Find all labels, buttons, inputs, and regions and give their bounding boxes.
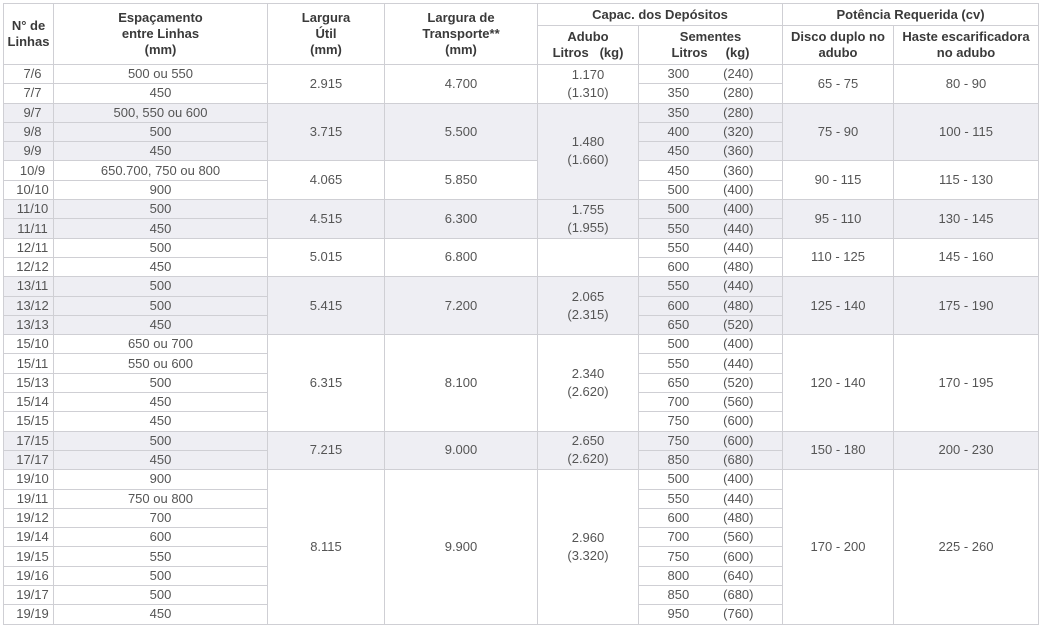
cell-haste: 80 - 90 bbox=[894, 65, 1039, 104]
sementes-kg: (600) bbox=[723, 548, 754, 564]
header-disco bbox=[783, 26, 894, 65]
header-adubo-units bbox=[538, 45, 638, 61]
sementes-pair bbox=[668, 123, 754, 141]
sementes-kg: (280) bbox=[723, 85, 754, 101]
sementes-kg: (360) bbox=[723, 162, 754, 178]
cell-largura-util: 4.515 bbox=[268, 200, 385, 239]
sementes-kg: (480) bbox=[723, 297, 754, 313]
cell-linhas: 9/7 bbox=[4, 103, 54, 122]
cell-sementes bbox=[639, 122, 783, 141]
cell-linhas: 15/11 bbox=[4, 354, 54, 373]
sementes-pair bbox=[668, 528, 754, 546]
sementes-kg: (400) bbox=[723, 471, 754, 487]
header-adubo bbox=[538, 26, 639, 65]
cell-sementes bbox=[639, 547, 783, 566]
sementes-pair bbox=[668, 220, 754, 238]
cell-linhas: 11/10 bbox=[4, 200, 54, 219]
sementes-pair bbox=[668, 65, 754, 83]
sementes-pair bbox=[668, 567, 754, 585]
cell-largura-util: 7.215 bbox=[268, 431, 385, 470]
header-largura-util-line2: Útil bbox=[315, 26, 337, 41]
sementes-pair bbox=[668, 432, 754, 450]
table-row bbox=[4, 238, 1039, 257]
sementes-pair bbox=[668, 605, 754, 623]
cell-linhas: 19/12 bbox=[4, 508, 54, 527]
adubo-kg: (2.315) bbox=[567, 306, 609, 322]
sementes-kg: (400) bbox=[723, 181, 754, 197]
sementes-kg: (440) bbox=[723, 239, 754, 255]
header-sementes-units bbox=[639, 45, 782, 61]
cell-haste: 225 - 260 bbox=[894, 470, 1039, 624]
sementes-kg: (600) bbox=[723, 432, 754, 448]
sementes-kg: (560) bbox=[723, 394, 754, 410]
sementes-pair bbox=[668, 374, 754, 392]
adubo-litros: 2.960 bbox=[571, 529, 605, 545]
cell-largura-util: 8.115 bbox=[268, 470, 385, 624]
adubo-litros: 2.065 bbox=[571, 288, 605, 304]
cell-espacamento: 500 bbox=[54, 373, 268, 392]
cell-linhas: 17/15 bbox=[4, 431, 54, 450]
sementes-pair bbox=[668, 239, 754, 257]
cell-disco: 95 - 110 bbox=[783, 200, 894, 239]
sementes-litros: 400 bbox=[667, 124, 690, 140]
cell-largura-transporte: 5.850 bbox=[385, 161, 538, 200]
sementes-litros: 750 bbox=[667, 432, 690, 448]
cell-linhas: 13/11 bbox=[4, 277, 54, 296]
cell-linhas: 15/15 bbox=[4, 412, 54, 431]
cell-largura-transporte: 4.700 bbox=[385, 65, 538, 104]
header-disco-line1: Disco duplo no bbox=[791, 29, 885, 44]
header-linhas bbox=[4, 4, 54, 65]
cell-espacamento: 450 bbox=[54, 142, 268, 161]
sementes-pair bbox=[668, 277, 754, 295]
cell-linhas: 12/11 bbox=[4, 238, 54, 257]
sementes-litros: 800 bbox=[667, 567, 690, 583]
header-adubo-unit-litros: Litros bbox=[552, 45, 589, 60]
sementes-kg: (480) bbox=[723, 259, 754, 275]
sementes-kg: (680) bbox=[723, 587, 754, 603]
cell-adubo bbox=[538, 335, 639, 431]
cell-espacamento: 450 bbox=[54, 605, 268, 624]
sementes-pair bbox=[668, 548, 754, 566]
sementes-kg: (520) bbox=[723, 374, 754, 390]
cell-adubo bbox=[538, 470, 639, 624]
cell-adubo bbox=[538, 200, 639, 239]
cell-espacamento: 650 ou 700 bbox=[54, 335, 268, 354]
adubo-kg: (2.620) bbox=[567, 383, 609, 399]
cell-espacamento: 500 bbox=[54, 586, 268, 605]
cell-sementes bbox=[639, 566, 783, 585]
cell-espacamento: 500 bbox=[54, 238, 268, 257]
sementes-litros: 500 bbox=[667, 201, 690, 217]
sementes-kg: (440) bbox=[723, 490, 754, 506]
cell-sementes bbox=[639, 412, 783, 431]
cell-largura-util: 5.015 bbox=[268, 238, 385, 277]
header-capac-depositos: Capac. dos Depósitos bbox=[538, 4, 783, 26]
cell-espacamento: 450 bbox=[54, 450, 268, 469]
table-row bbox=[4, 65, 1039, 84]
sementes-litros: 450 bbox=[667, 162, 690, 178]
cell-linhas: 19/16 bbox=[4, 566, 54, 585]
cell-linhas: 7/7 bbox=[4, 84, 54, 103]
cell-linhas: 15/14 bbox=[4, 393, 54, 412]
cell-sementes bbox=[639, 65, 783, 84]
adubo-litros: 1.170 bbox=[571, 66, 605, 82]
sementes-kg: (320) bbox=[723, 124, 754, 140]
table-row bbox=[4, 161, 1039, 180]
table-row bbox=[4, 335, 1039, 354]
cell-largura-transporte: 7.200 bbox=[385, 277, 538, 335]
sementes-litros: 700 bbox=[667, 394, 690, 410]
table-row bbox=[4, 431, 1039, 450]
cell-linhas: 19/14 bbox=[4, 528, 54, 547]
cell-espacamento: 900 bbox=[54, 470, 268, 489]
cell-espacamento: 500, 550 ou 600 bbox=[54, 103, 268, 122]
cell-largura-util: 3.715 bbox=[268, 103, 385, 161]
sementes-litros: 750 bbox=[667, 548, 690, 564]
sementes-pair bbox=[668, 451, 754, 469]
cell-adubo bbox=[538, 103, 639, 199]
sementes-pair bbox=[668, 355, 754, 373]
sementes-pair bbox=[668, 490, 754, 508]
cell-sementes bbox=[639, 161, 783, 180]
table-header bbox=[4, 4, 1039, 65]
cell-espacamento: 500 bbox=[54, 200, 268, 219]
header-haste bbox=[894, 26, 1039, 65]
adubo-litros: 2.340 bbox=[571, 365, 605, 381]
header-linhas-line1: N° de bbox=[11, 18, 46, 33]
cell-haste: 200 - 230 bbox=[894, 431, 1039, 470]
sementes-pair bbox=[668, 393, 754, 411]
sementes-pair bbox=[668, 316, 754, 334]
sementes-litros: 600 bbox=[667, 259, 690, 275]
header-largura-util-line3: (mm) bbox=[310, 42, 342, 57]
cell-haste: 115 - 130 bbox=[894, 161, 1039, 200]
header-haste-line1: Haste escarificadora bbox=[902, 29, 1030, 44]
adubo-litros: 1.755 bbox=[571, 201, 605, 217]
sementes-kg: (280) bbox=[723, 104, 754, 120]
sementes-pair bbox=[668, 162, 754, 180]
cell-largura-transporte: 9.900 bbox=[385, 470, 538, 624]
adubo-kg: (1.310) bbox=[567, 84, 609, 100]
cell-haste: 130 - 145 bbox=[894, 200, 1039, 239]
cell-sementes bbox=[639, 335, 783, 354]
cell-disco: 110 - 125 bbox=[783, 238, 894, 277]
table-row bbox=[4, 103, 1039, 122]
cell-sementes bbox=[639, 219, 783, 238]
cell-espacamento: 750 ou 800 bbox=[54, 489, 268, 508]
sementes-pair bbox=[668, 200, 754, 218]
sementes-pair bbox=[668, 297, 754, 315]
cell-sementes bbox=[639, 180, 783, 199]
sementes-pair bbox=[668, 181, 754, 199]
sementes-litros: 550 bbox=[667, 278, 690, 294]
sementes-litros: 500 bbox=[667, 471, 690, 487]
cell-sementes bbox=[639, 373, 783, 392]
cell-linhas: 15/10 bbox=[4, 335, 54, 354]
sementes-litros: 350 bbox=[667, 85, 690, 101]
header-adubo-label: Adubo bbox=[567, 29, 609, 44]
cell-largura-util: 4.065 bbox=[268, 161, 385, 200]
sementes-kg: (520) bbox=[723, 317, 754, 332]
cell-linhas: 9/8 bbox=[4, 122, 54, 141]
cell-linhas: 19/19 bbox=[4, 605, 54, 624]
sementes-pair bbox=[668, 412, 754, 430]
sementes-litros: 600 bbox=[667, 509, 690, 525]
header-largura-transporte-line1: Largura de bbox=[427, 10, 495, 25]
sementes-kg: (760) bbox=[723, 606, 754, 622]
header-espacamento bbox=[54, 4, 268, 65]
sementes-kg: (440) bbox=[723, 220, 754, 236]
adubo-kg: (3.320) bbox=[567, 547, 609, 563]
cell-linhas: 13/13 bbox=[4, 315, 54, 334]
cell-largura-transporte: 5.500 bbox=[385, 103, 538, 161]
cell-linhas: 19/15 bbox=[4, 547, 54, 566]
adubo-kg: (1.955) bbox=[567, 219, 609, 235]
header-sementes-unit-kg: (kg) bbox=[725, 45, 750, 60]
sementes-litros: 300 bbox=[667, 66, 690, 82]
cell-sementes bbox=[639, 257, 783, 276]
adubo-kg: (1.660) bbox=[567, 152, 609, 168]
sementes-kg: (640) bbox=[723, 567, 754, 583]
sementes-litros: 500 bbox=[667, 181, 690, 197]
cell-sementes bbox=[639, 296, 783, 315]
cell-largura-util: 6.315 bbox=[268, 335, 385, 431]
table-row bbox=[4, 470, 1039, 489]
sementes-pair bbox=[668, 258, 754, 276]
header-potencia: Potência Requerida (cv) bbox=[783, 4, 1039, 26]
adubo-kg: (2.620) bbox=[567, 451, 609, 467]
sementes-pair bbox=[668, 470, 754, 488]
cell-espacamento: 450 bbox=[54, 84, 268, 103]
sementes-kg: (400) bbox=[723, 336, 754, 352]
cell-espacamento: 500 bbox=[54, 122, 268, 141]
sementes-litros: 550 bbox=[667, 490, 690, 506]
sementes-kg: (480) bbox=[723, 509, 754, 525]
cell-sementes bbox=[639, 470, 783, 489]
header-sementes-label: Sementes bbox=[679, 29, 742, 44]
cell-sementes bbox=[639, 315, 783, 334]
cell-haste: 175 - 190 bbox=[894, 277, 1039, 335]
cell-adubo bbox=[538, 65, 639, 104]
cell-sementes bbox=[639, 354, 783, 373]
cell-linhas: 15/13 bbox=[4, 373, 54, 392]
cell-linhas: 11/11 bbox=[4, 219, 54, 238]
cell-sementes bbox=[639, 605, 783, 624]
sementes-litros: 650 bbox=[667, 374, 690, 390]
cell-sementes bbox=[639, 431, 783, 450]
sementes-litros: 850 bbox=[667, 452, 690, 468]
cell-largura-transporte: 6.800 bbox=[385, 238, 538, 277]
sementes-litros: 550 bbox=[667, 355, 690, 371]
header-espacamento-line2: entre Linhas bbox=[121, 26, 200, 41]
cell-espacamento: 500 bbox=[54, 277, 268, 296]
sementes-kg: (440) bbox=[723, 278, 754, 294]
cell-espacamento: 450 bbox=[54, 257, 268, 276]
cell-linhas: 9/9 bbox=[4, 142, 54, 161]
cell-espacamento: 500 bbox=[54, 566, 268, 585]
cell-linhas: 19/17 bbox=[4, 586, 54, 605]
header-espacamento-line3: (mm) bbox=[144, 42, 177, 57]
sementes-litros: 550 bbox=[667, 239, 690, 255]
cell-espacamento: 500 bbox=[54, 431, 268, 450]
cell-linhas: 10/9 bbox=[4, 161, 54, 180]
cell-espacamento: 600 bbox=[54, 528, 268, 547]
sementes-litros: 600 bbox=[667, 297, 690, 313]
header-largura-transporte-line3: (mm) bbox=[445, 42, 477, 57]
cell-haste: 170 - 195 bbox=[894, 335, 1039, 431]
cell-adubo bbox=[538, 431, 639, 470]
header-largura-transporte-line2: Transporte** bbox=[422, 26, 500, 41]
cell-sementes bbox=[639, 84, 783, 103]
cell-adubo bbox=[538, 238, 639, 277]
cell-sementes bbox=[639, 450, 783, 469]
cell-linhas: 17/17 bbox=[4, 450, 54, 469]
cell-espacamento: 700 bbox=[54, 508, 268, 527]
cell-linhas: 7/6 bbox=[4, 65, 54, 84]
table-row bbox=[4, 277, 1039, 296]
cell-sementes bbox=[639, 489, 783, 508]
cell-disco: 90 - 115 bbox=[783, 161, 894, 200]
cell-espacamento: 500 ou 550 bbox=[54, 65, 268, 84]
cell-sementes bbox=[639, 103, 783, 122]
cell-largura-transporte: 8.100 bbox=[385, 335, 538, 431]
cell-haste: 100 - 115 bbox=[894, 103, 1039, 161]
header-linhas-line2: Linhas bbox=[7, 34, 50, 49]
cell-espacamento: 650.700, 750 ou 800 bbox=[54, 161, 268, 180]
specifications-table bbox=[3, 3, 1039, 625]
sementes-pair bbox=[668, 335, 754, 353]
cell-linhas: 19/10 bbox=[4, 470, 54, 489]
sementes-kg: (360) bbox=[723, 143, 754, 159]
header-adubo-unit-kg: (kg) bbox=[599, 45, 624, 60]
cell-linhas: 12/12 bbox=[4, 257, 54, 276]
sementes-kg: (680) bbox=[723, 452, 754, 468]
cell-adubo bbox=[538, 277, 639, 335]
cell-linhas: 10/10 bbox=[4, 180, 54, 199]
cell-disco: 120 - 140 bbox=[783, 335, 894, 431]
cell-sementes bbox=[639, 528, 783, 547]
header-haste-line2: no adubo bbox=[936, 45, 996, 60]
sementes-kg: (440) bbox=[723, 355, 754, 371]
sementes-pair bbox=[668, 586, 754, 604]
cell-sementes bbox=[639, 200, 783, 219]
header-largura-transporte bbox=[385, 4, 538, 65]
header-largura-util bbox=[268, 4, 385, 65]
sementes-pair bbox=[668, 509, 754, 527]
cell-sementes bbox=[639, 393, 783, 412]
cell-largura-util: 5.415 bbox=[268, 277, 385, 335]
header-sementes-unit-litros: Litros bbox=[671, 45, 708, 60]
cell-largura-transporte: 9.000 bbox=[385, 431, 538, 470]
cell-linhas: 19/11 bbox=[4, 489, 54, 508]
sementes-kg: (400) bbox=[723, 201, 754, 217]
header-disco-line2: adubo bbox=[818, 45, 858, 60]
cell-sementes bbox=[639, 238, 783, 257]
cell-largura-transporte: 6.300 bbox=[385, 200, 538, 239]
cell-sementes bbox=[639, 277, 783, 296]
sementes-pair bbox=[668, 142, 754, 160]
cell-sementes bbox=[639, 508, 783, 527]
header-largura-util-line1: Largura bbox=[301, 10, 351, 25]
cell-disco: 125 - 140 bbox=[783, 277, 894, 335]
sementes-litros: 550 bbox=[667, 220, 690, 236]
cell-disco: 170 - 200 bbox=[783, 470, 894, 624]
cell-disco: 65 - 75 bbox=[783, 65, 894, 104]
cell-espacamento: 450 bbox=[54, 219, 268, 238]
header-sementes bbox=[639, 26, 783, 65]
sementes-litros: 850 bbox=[667, 587, 690, 603]
cell-espacamento: 550 ou 600 bbox=[54, 354, 268, 373]
table-row bbox=[4, 200, 1039, 219]
cell-espacamento: 550 bbox=[54, 547, 268, 566]
cell-espacamento: 450 bbox=[54, 315, 268, 334]
table-body bbox=[4, 65, 1039, 625]
sementes-pair bbox=[668, 104, 754, 122]
cell-espacamento: 900 bbox=[54, 180, 268, 199]
sementes-litros: 450 bbox=[667, 143, 690, 159]
sementes-kg: (560) bbox=[723, 529, 754, 545]
sementes-litros: 650 bbox=[667, 317, 690, 332]
sementes-litros: 950 bbox=[667, 606, 690, 622]
cell-sementes bbox=[639, 142, 783, 161]
sementes-pair bbox=[668, 84, 754, 102]
cell-linhas: 13/12 bbox=[4, 296, 54, 315]
adubo-litros: 2.650 bbox=[571, 433, 605, 449]
sementes-litros: 750 bbox=[667, 413, 690, 429]
sementes-kg: (240) bbox=[723, 66, 754, 82]
sementes-kg: (600) bbox=[723, 413, 754, 429]
cell-sementes bbox=[639, 586, 783, 605]
sementes-litros: 700 bbox=[667, 529, 690, 545]
cell-espacamento: 500 bbox=[54, 296, 268, 315]
cell-haste: 145 - 160 bbox=[894, 238, 1039, 277]
adubo-litros: 1.480 bbox=[571, 134, 605, 150]
sementes-litros: 500 bbox=[667, 336, 690, 352]
cell-espacamento: 450 bbox=[54, 393, 268, 412]
cell-largura-util: 2.915 bbox=[268, 65, 385, 104]
sementes-litros: 350 bbox=[667, 104, 690, 120]
cell-disco: 75 - 90 bbox=[783, 103, 894, 161]
header-espacamento-line1: Espaçamento bbox=[118, 10, 203, 25]
cell-espacamento: 450 bbox=[54, 412, 268, 431]
cell-disco: 150 - 180 bbox=[783, 431, 894, 470]
